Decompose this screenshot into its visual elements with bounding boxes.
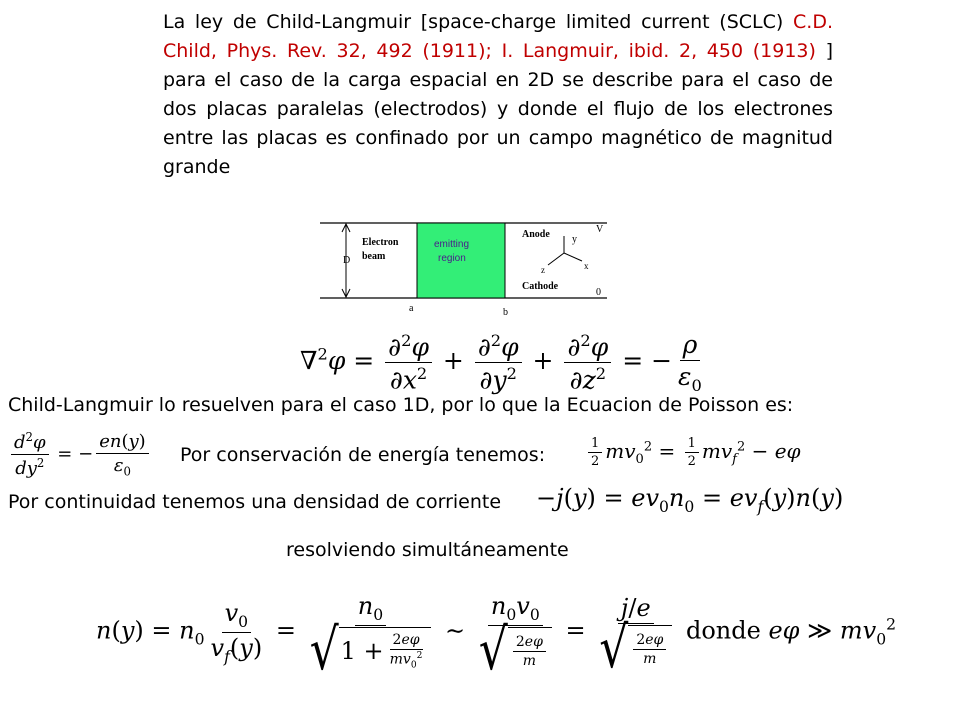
intro-text-2: ] para el caso de la carga espacial en 2D se describe para el caso de dos placas paralelas (electrodos) y donde el flujo de los electrones entre las placas es confinado por un campo magnético de magnitud grande [163,40,834,178]
density-solution-equation: $n(y) = n_0$ $\frac{v_0}{v_f(y)}$ = $n_0$ √ 1 + $\frac{2e\varphi}{mv_0^2}$ ∼ $n_0v_0$ √ $\frac{2e\varphi}{m}$ = j/e √ $\frac{2e\varphi}{m}$ donde eφ ≫ $mv_0^2$ [96,592,897,683]
label-v: V [596,224,604,235]
solving-text: resolviendo simultáneamente [286,539,569,561]
label-electron: Electron [362,237,399,248]
label-region: region [438,253,466,264]
label-anode: Anode [522,229,550,240]
poisson-1d-equation: $\frac{d^2\varphi}{dy^2}$ = − $\frac{en(y)}{\varepsilon_0}$ [8,430,152,479]
label-a: a [409,303,414,314]
label-d: D [343,255,351,266]
label-b: b [503,307,508,318]
intro-paragraph [163,8,833,182]
label-x: x [584,261,589,271]
label-z: z [541,265,545,275]
parallel-plate-diagram [312,203,612,321]
label-zero: 0 [596,287,601,298]
poisson-3d-equation: ∇$^2$φ = $\frac{\partial^2\varphi}{\partial x^2}$ + $\frac{\partial^2\varphi}{\partial y^2}$ + $\frac{\partial^2\varphi}{\partial z^2}$ = − $\frac{\rho}{\varepsilon_0}$ [300,330,702,395]
label-beam: beam [362,251,386,262]
energy-equation: $\frac{1}{2}$ $mv_0^2$ = $\frac{1}{2}$ $mv_f^2 - e\varphi$ [585,436,801,469]
current-density-equation: $-j(y) = ev_0n_0 = ev_f(y)n(y)$ [536,484,844,516]
child-langmuir-1d-text: Child-Langmuir lo resuelven para el caso 1D, por lo que la Ecuacion de Poisson es: [8,394,794,416]
intro-text-1: La ley de Child-Langmuir [space-charge limited current (SCLC) [163,11,794,33]
donde-word: donde [685,616,761,645]
continuity-text: Por continuidad tenemos una densidad de corriente [8,491,502,513]
label-cathode: Cathode [522,281,559,292]
z-axis [548,253,564,265]
energy-conservation-text: Por conservación de energía tenemos: [180,444,546,466]
x-axis [564,253,582,261]
label-y: y [572,234,577,245]
label-emitting: emitting [434,239,470,250]
intro-citation: C.D. Child, Phys. Rev. 32, 492 (1911); I. Langmuir, ibid. 2, 450 (1913) [163,11,833,62]
